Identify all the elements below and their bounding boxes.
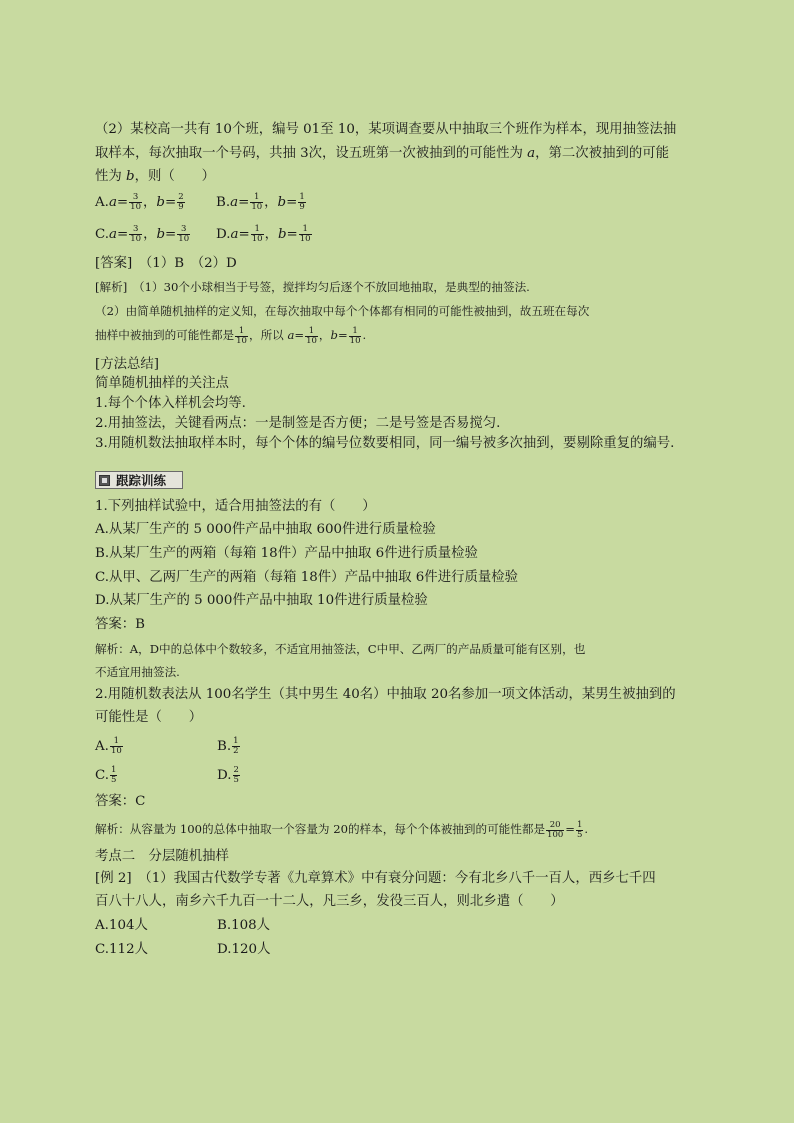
topic2-option-a: A.104人 [95, 918, 148, 933]
topic2-option-b: B.108人 [217, 918, 271, 933]
topic2-option-d: D.120人 [217, 942, 271, 957]
q2-line-3: 性为 b，则（ ） [95, 169, 215, 184]
q2-option-d: D.a= $\frac{1}{10}$ ，b= $\frac{1}{10}$ [216, 224, 311, 244]
topic2-example-line-1: [例 2] （1）我国古代数学专著《九章算术》中有衰分问题：今有北乡八千一百人，西乡七千四 [95, 871, 656, 886]
topic2-title: 考点二 分层随机抽样 [95, 849, 229, 864]
answer-line: [答案] （1）B （2）D [95, 256, 237, 271]
method-item-1: 1.每个个体入样机会均等. [95, 396, 246, 411]
section-heading-text: 跟踪训练 [116, 473, 167, 488]
q2-line-2: 取样本，每次抽取一个号码，共抽 3次，设五班第一次被抽到的可能性为 a，第二次被抽到的可能 [95, 146, 670, 161]
ex2-option-c: C. $\frac{1}{5}$ [95, 765, 117, 785]
ex1-option-b: B.从某厂生产的两箱（每箱 18件）产品中抽取 6件进行质量检验 [95, 546, 478, 561]
ex2-answer: 答案：C [95, 794, 146, 809]
ex1-option-a: A.从某厂生产的 5 000件产品中抽取 600件进行质量检验 [95, 522, 436, 537]
ex1-option-c: C.从甲、乙两厂生产的两箱（每箱 18件）产品中抽取 6件进行质量检验 [95, 570, 519, 585]
ex1-stem: 1.下列抽样试验中，适合用抽签法的有（ ） [95, 499, 376, 514]
method-subtitle: 简单随机抽样的关注点 [95, 376, 229, 391]
method-item-2: 2.用抽签法，关键看两点：一是制签是否方便；二是号签是否易搅匀. [95, 416, 501, 431]
section-heading [95, 471, 183, 489]
analysis-line-2: （2）由简单随机抽样的定义知，在每次抽取中每个个体都有相同的可能性被抽到，故五班在每次 [95, 304, 590, 318]
ex1-option-d: D.从某厂生产的 5 000件产品中抽取 10件进行质量检验 [95, 593, 428, 608]
ex2-stem-2: 可能性是（ ） [95, 710, 203, 725]
ex1-answer: 答案：B [95, 617, 146, 632]
ex1-solution-2: 不适宜用抽签法. [95, 665, 180, 679]
analysis-line-1: [解析] （1）30个小球相当于号签，搅拌均匀后逐个不放回地抽取，是典型的抽签法. [95, 280, 530, 294]
ex2-option-b: B. $\frac{1}{2}$ [217, 736, 239, 756]
section-square-icon [99, 475, 110, 486]
ex2-option-d: D. $\frac{2}{5}$ [217, 765, 239, 785]
ex2-solution: 解析：从容量为 100的总体中抽取一个容量为 20的样本，每个个体被抽到的可能性都是 $\frac{20}{100}$ = $\frac{1}{5}$ . [95, 819, 589, 840]
q2-option-a: A.a= $\frac{3}{10}$ ，b= $\frac{2}{9}$ [95, 192, 184, 212]
method-item-3: 3.用随机数法抽取样本时，每个个体的编号位数要相同，同一编号被多次抽到，要剔除重复的编号. [95, 436, 675, 451]
method-title: [方法总结] [95, 357, 160, 372]
q2-line-1: （2）某校高一共有 10个班，编号 01至 10，某项调查要从中抽取三个班作为样本，现用抽签法抽 [95, 122, 677, 137]
ex1-solution-1: 解析：A，D中的总体中个数较多，不适宜用抽签法，C中甲、乙两厂的产品质量可能有区别，也 [95, 642, 586, 656]
topic2-example-line-2: 百八十八人，南乡六千九百一十二人，凡三乡，发役三百人，则北乡遣（ ） [95, 894, 564, 909]
q2-option-b: B.a= $\frac{1}{10}$ ，b= $\frac{1}{9}$ [216, 192, 305, 212]
q2-option-c: C.a= $\frac{3}{10}$ ，b= $\frac{3}{10}$ [95, 224, 190, 244]
ex2-stem-1: 2.用随机数表法从 100名学生（其中男生 40名）中抽取 20名参加一项文体活动，某男生被抽到的 [95, 687, 676, 702]
topic2-option-c: C.112人 [95, 942, 148, 957]
ex2-option-a: A. $\frac{1}{10}$ [95, 736, 122, 756]
analysis-line-3: 抽样中被抽到的可能性都是 $\frac{1}{10}$ ，所以 a= $\frac{1}{10}$ ，b= $\frac{1}{10}$ . [95, 325, 367, 346]
